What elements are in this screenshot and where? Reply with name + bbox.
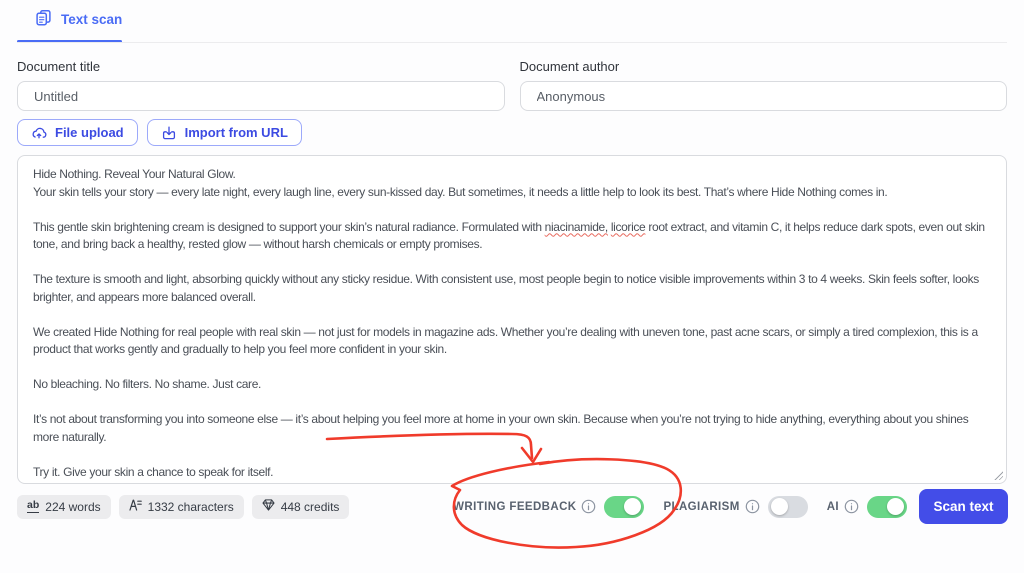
credits-value: 448 credits <box>280 499 340 514</box>
plagiarism-toggle[interactable] <box>768 496 808 518</box>
document-title-field-group <box>17 59 505 111</box>
character-count-icon <box>129 499 142 514</box>
import-url-icon <box>161 125 177 141</box>
scan-footer <box>17 489 1008 524</box>
gem-icon <box>262 499 275 514</box>
document-author-input[interactable] <box>520 81 1008 111</box>
ai-info-icon[interactable] <box>844 499 859 514</box>
doc-line-1: Hide Nothing. Reveal Your Natural Glow. <box>33 167 236 181</box>
document-author-field-group <box>520 59 1008 111</box>
writing-feedback-info-icon[interactable] <box>581 499 596 514</box>
tab-bar <box>0 0 1024 43</box>
doc-paragraph-5: No bleaching. No filters. No shame. Just care. <box>33 377 262 391</box>
character-count-badge <box>119 495 244 519</box>
plagiarism-label: PLAGIARISM <box>663 500 740 513</box>
plagiarism-info-icon[interactable] <box>745 499 760 514</box>
tab-bar-divider <box>17 42 1007 43</box>
textarea-resize-handle[interactable] <box>993 470 1003 480</box>
file-upload-label: File upload <box>55 125 124 140</box>
document-title-input[interactable] <box>17 81 505 111</box>
doc-line-2: Your skin tells your story — every late night, every laugh line, every sun-kissed day. But sometimes, it needs a little help to look its best. That’s where Hide Nothing comes in. <box>33 184 888 199</box>
import-actions <box>17 119 302 146</box>
writing-feedback-label: WRITING FEEDBACK <box>453 500 577 513</box>
tab-text-scan[interactable] <box>35 9 122 29</box>
document-meta-form <box>17 59 1007 111</box>
ai-toggle[interactable] <box>867 496 907 518</box>
doc-paragraph-3: The texture is smooth and light, absorbing quickly without any sticky residue. With consistent use, most people begin to notice visible improvements within 3 to 4 weeks. Skin feels softer, looks brighter, and appears more balanced overall. <box>33 272 979 304</box>
toggle-knob <box>887 498 904 515</box>
toggle-knob <box>624 498 641 515</box>
writing-feedback-toggle[interactable] <box>604 496 644 518</box>
import-from-url-button[interactable] <box>147 119 302 146</box>
toggle-knob <box>771 498 788 515</box>
word-count-badge <box>17 495 111 519</box>
copy-pages-icon <box>35 9 52 29</box>
doc-paragraph-6: It’s not about transforming you into someone else — it’s about helping you feel more at home in your own skin. Because when you’re not trying to hide anything, everything about you shines more naturally. <box>33 412 969 444</box>
tab-label: Text scan <box>61 11 123 27</box>
scan-text-button[interactable]: Scan text <box>919 489 1008 524</box>
misspelled-word: niacinamide, <box>544 219 608 234</box>
doc-paragraph-7: Try it. Give your skin a chance to speak for itself. <box>33 464 274 479</box>
ai-label: AI <box>826 500 839 513</box>
document-title-label: Document title <box>17 59 101 74</box>
import-from-url-label: Import from URL <box>184 125 288 140</box>
word-count-icon: ab <box>27 499 40 511</box>
credits-badge <box>252 495 350 519</box>
doc-paragraph-2: This gentle skin brightening cream is designed to support your skin’s natural radiance. Formulated with niacinamide, licorice root extract, and vitamin C, it helps reduce dark spots, even out skin tone, and bring back a healthy, rested glow — without harsh chemicals or empty promises. <box>33 219 985 251</box>
misspelled-word: licorice <box>610 219 646 234</box>
document-text-area[interactable] <box>17 155 1007 484</box>
document-author-label: Document author <box>519 59 620 74</box>
character-count-value: 1332 characters <box>147 499 234 514</box>
scan-options <box>453 489 1008 524</box>
doc-paragraph-4: We created Hide Nothing for real people with real skin — not just for models in magazine ads. Whether you’re dealing with uneven tone, past acne scars, or simply a tired complexion, this is a product that works gently and gradually to help you feel more confident in your skin. <box>33 324 978 356</box>
file-upload-button[interactable] <box>17 119 138 146</box>
document-stats <box>17 495 349 519</box>
cloud-upload-icon <box>31 125 47 141</box>
word-count-value: 224 words <box>45 499 101 514</box>
